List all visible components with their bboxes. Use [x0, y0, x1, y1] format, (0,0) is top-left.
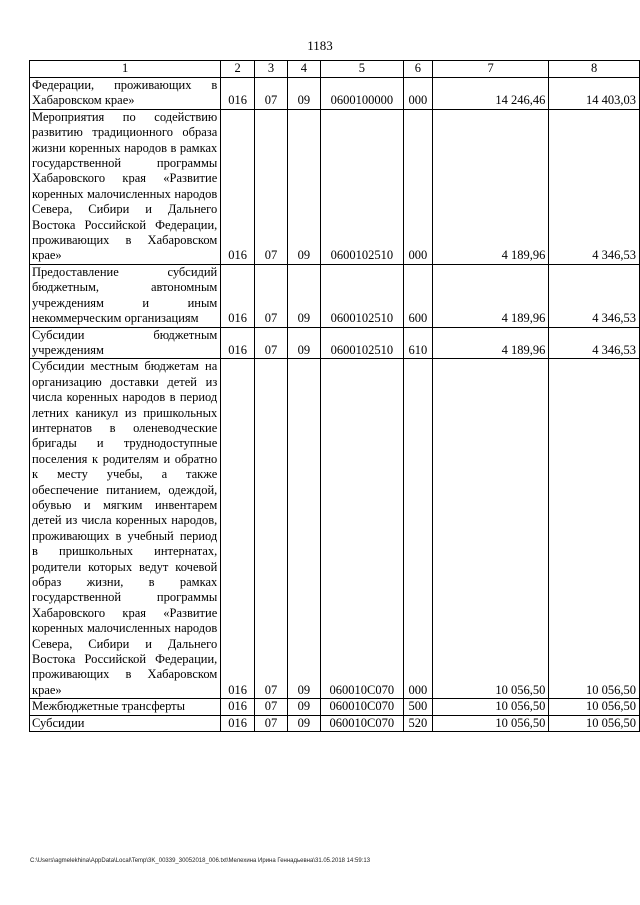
- cell-expense-type: 520: [404, 715, 433, 731]
- cell-section: 07: [254, 359, 287, 699]
- row-name: Мероприятия по содействию развитию традиционного образа жизни коренных народов в рамках государственной программы Хабаровского края «Развитие коренных малочисленных народов Севера, Сибири и Дальнего Востока Российской Федерации, проживающих в Хабаровском крае»: [30, 109, 221, 264]
- cell-target-article: 0600102510: [320, 109, 403, 264]
- cell-expense-type: 600: [404, 264, 433, 327]
- cell-target-article: 060010С070: [320, 715, 403, 731]
- column-header: 7: [432, 61, 549, 78]
- cell-target-article: 060010С070: [320, 359, 403, 699]
- cell-ministry: 016: [221, 327, 255, 359]
- cell-ministry: 016: [221, 109, 255, 264]
- cell-amount-2: 10 056,50: [549, 699, 640, 715]
- cell-amount-1: 14 246,46: [432, 78, 549, 110]
- cell-target-article: 0600100000: [320, 78, 403, 110]
- cell-section: 07: [254, 699, 287, 715]
- cell-ministry: 016: [221, 359, 255, 699]
- cell-ministry: 016: [221, 699, 255, 715]
- cell-amount-2: 10 056,50: [549, 359, 640, 699]
- table-row: [30, 78, 640, 110]
- cell-expense-type: 000: [404, 78, 433, 110]
- column-header: 1: [30, 61, 221, 78]
- cell-ministry: 016: [221, 715, 255, 731]
- table-row: [30, 359, 640, 699]
- row-name: Субсидии: [30, 715, 221, 731]
- cell-section: 07: [254, 327, 287, 359]
- cell-amount-1: 4 189,96: [432, 109, 549, 264]
- cell-section: 07: [254, 264, 287, 327]
- row-name: Федерации, проживающих в Хабаровском крае»: [30, 78, 221, 110]
- cell-subsection: 09: [288, 699, 320, 715]
- cell-subsection: 09: [288, 359, 320, 699]
- table-row: [30, 264, 640, 327]
- cell-expense-type: 000: [404, 109, 433, 264]
- cell-amount-1: 4 189,96: [432, 327, 549, 359]
- table-header-row: [30, 61, 640, 78]
- page-number: 1183: [307, 38, 333, 53]
- cell-amount-2: 4 346,53: [549, 327, 640, 359]
- cell-amount-1: 4 189,96: [432, 264, 549, 327]
- column-header: 2: [221, 61, 255, 78]
- column-header: 4: [288, 61, 320, 78]
- cell-ministry: 016: [221, 264, 255, 327]
- column-header: 5: [320, 61, 403, 78]
- cell-amount-2: 4 346,53: [549, 109, 640, 264]
- cell-target-article: 060010С070: [320, 699, 403, 715]
- table-row: [30, 699, 640, 715]
- row-name: Предоставление субсидий бюджетным, автономным учреждениям и иным некоммерческим организациям: [30, 264, 221, 327]
- cell-subsection: 09: [288, 715, 320, 731]
- cell-amount-1: 10 056,50: [432, 359, 549, 699]
- cell-amount-1: 10 056,50: [432, 699, 549, 715]
- cell-amount-2: 10 056,50: [549, 715, 640, 731]
- column-header: 3: [254, 61, 287, 78]
- row-name: Субсидии бюджетным учреждениям: [30, 327, 221, 359]
- cell-subsection: 09: [288, 109, 320, 264]
- cell-subsection: 09: [288, 327, 320, 359]
- cell-subsection: 09: [288, 264, 320, 327]
- table-row: [30, 715, 640, 731]
- column-header: 8: [549, 61, 640, 78]
- cell-target-article: 0600102510: [320, 264, 403, 327]
- cell-target-article: 0600102510: [320, 327, 403, 359]
- cell-subsection: 09: [288, 78, 320, 110]
- cell-amount-1: 10 056,50: [432, 715, 549, 731]
- cell-amount-2: 4 346,53: [549, 264, 640, 327]
- cell-section: 07: [254, 78, 287, 110]
- cell-section: 07: [254, 715, 287, 731]
- cell-ministry: 016: [221, 78, 255, 110]
- budget-table: [29, 60, 640, 732]
- cell-section: 07: [254, 109, 287, 264]
- row-name: Межбюджетные трансферты: [30, 699, 221, 715]
- table-row: [30, 109, 640, 264]
- document-footer-path: C:\Users\agmelekhina\AppData\Local\Temp\3K_00339_30052018_006.txt\Мелехина Ирина Геннадьевна\31.05.2018 14:59:13: [30, 858, 371, 864]
- table-row: [30, 327, 640, 359]
- cell-expense-type: 610: [404, 327, 433, 359]
- row-name: Субсидии местным бюджетам на организацию доставки детей из числа коренных народов в период летних каникул из пришкольных интернатов в оленеводческие бригады и труднодоступные поселения к родителям и обратно к месту учебы, а также обеспечение питанием, одеждой, обувью и мягким инвентарем детей из числа коренных народов, проживающих в учебный период в пришкольных интернатах, родители которых ведут кочевой образ жизни, в рамках государственной программы Хабаровского края «Развитие коренных малочисленных народов Севера, Сибири и Дальнего Востока Российской Федерации, проживающих в Хабаровском крае»: [30, 359, 221, 699]
- cell-expense-type: 500: [404, 699, 433, 715]
- cell-expense-type: 000: [404, 359, 433, 699]
- cell-amount-2: 14 403,03: [549, 78, 640, 110]
- column-header: 6: [404, 61, 433, 78]
